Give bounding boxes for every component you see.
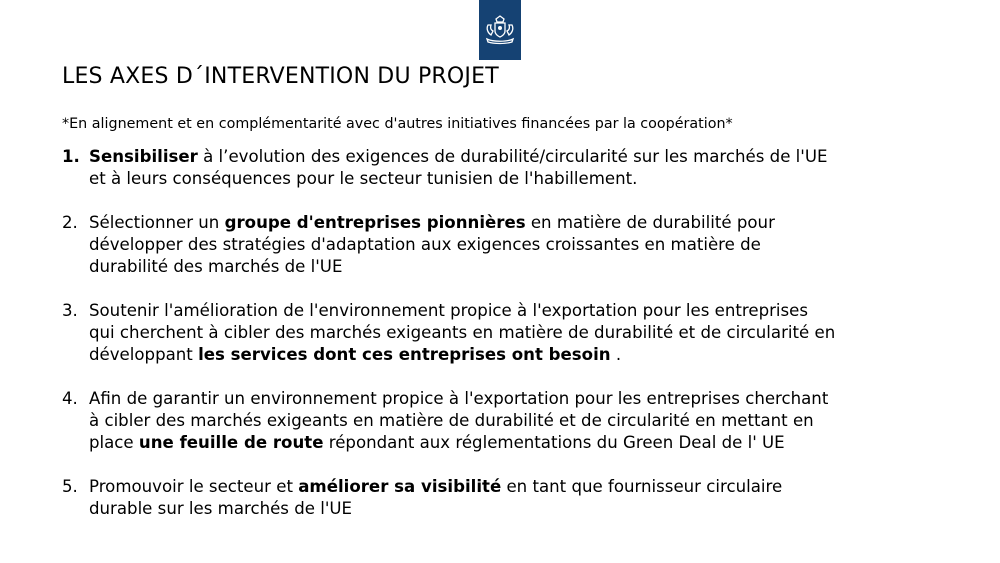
emphasis-text: une feuille de route — [138, 433, 324, 452]
list-item — [62, 388, 962, 454]
text-line — [89, 212, 962, 234]
logo — [479, 0, 521, 60]
list-item-number: 1. — [62, 147, 80, 166]
text-segment: développer des stratégies d'adaptation aux exigences croissantes en matière de — [89, 235, 761, 254]
text-segment: qui cherchent à cibler des marchés exigeants en matière de durabilité et de circularité en — [89, 323, 836, 342]
list-item-number: 2. — [62, 213, 78, 232]
text-line — [89, 256, 962, 278]
list-item-text — [89, 212, 962, 278]
text-line — [89, 432, 962, 454]
list-item-text — [89, 476, 962, 520]
text-segment: et à leurs conséquences pour le secteur tunisien de l'habillement. — [89, 169, 638, 188]
list-item-text — [89, 388, 962, 454]
text-segment: . — [610, 345, 622, 364]
emphasis-text: Sensibiliser — [89, 147, 198, 166]
list-item-number: 3. — [62, 301, 78, 320]
text-segment: Promouvoir le secteur et — [89, 477, 299, 496]
text-segment: à cibler des marchés exigeants en matière de durabilité et de circularité en mettant en — [89, 411, 814, 430]
text-line — [89, 300, 962, 322]
emphasis-text: améliorer sa visibilité — [298, 477, 502, 496]
text-line — [89, 322, 962, 344]
list-item — [62, 146, 962, 190]
text-segment: développant — [89, 345, 199, 364]
list-item — [62, 476, 962, 520]
text-segment: durable sur les marchés de l'UE — [89, 499, 353, 518]
list-item — [62, 212, 962, 278]
subtitle: *En alignement et en complémentarité avec d'autres initiatives financées par la coopération* — [62, 116, 733, 132]
royal-coat-of-arms-icon — [483, 13, 517, 47]
page-title: LES AXES D´INTERVENTION DU PROJET — [62, 64, 499, 89]
emphasis-text: les services dont ces entreprises ont besoin — [198, 345, 611, 364]
text-segment: Afin de garantir un environnement propice à l'exportation pour les entreprises cherchant — [89, 389, 829, 408]
list-item-number: 4. — [62, 389, 78, 408]
text-line — [89, 234, 962, 256]
text-segment: durabilité des marchés de l'UE — [89, 257, 343, 276]
list-item-text — [89, 300, 962, 366]
emphasis-text: groupe d'entreprises pionnières — [224, 213, 526, 232]
text-line — [89, 410, 962, 432]
text-line — [89, 146, 962, 168]
list-item — [62, 300, 962, 366]
intervention-list — [62, 146, 962, 520]
text-segment: place — [89, 433, 139, 452]
text-segment: répondant aux réglementations du Green Deal de l' UE — [323, 433, 785, 452]
text-segment: Soutenir l'amélioration de l'environnement propice à l'exportation pour les entreprises — [89, 301, 809, 320]
list-item-text — [89, 146, 962, 190]
text-segment: en matière de durabilité pour — [525, 213, 775, 232]
text-line — [89, 168, 962, 190]
text-line — [89, 388, 962, 410]
text-line — [89, 498, 962, 520]
text-segment: en tant que fournisseur circulaire — [501, 477, 783, 496]
text-segment: Sélectionner un — [89, 213, 225, 232]
text-line — [89, 344, 962, 366]
list-item-number: 5. — [62, 477, 78, 496]
text-segment: à l’evolution des exigences de durabilité/circularité sur les marchés de l'UE — [197, 147, 828, 166]
text-line — [89, 476, 962, 498]
